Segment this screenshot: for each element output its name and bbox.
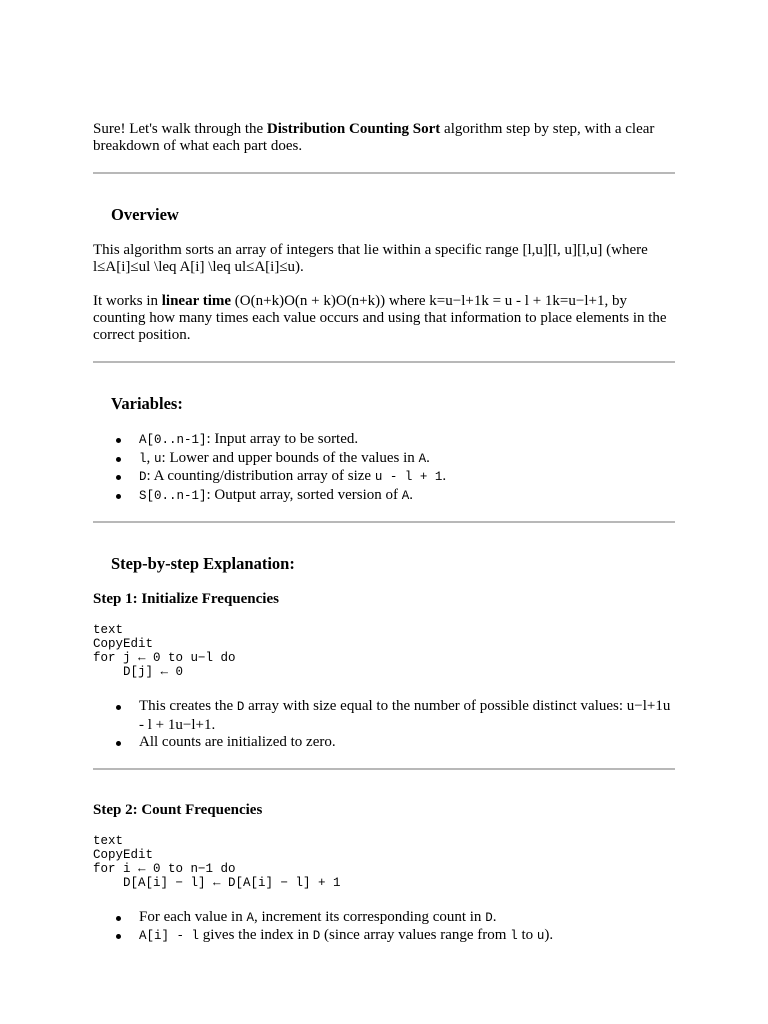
- divider: [93, 768, 675, 770]
- overview-paragraph-range: This algorithm sorts an array of integers that lie within a specific range [l,u][l, u][l,u] (where l≤A[i]≤ul \leq A[i] \leq ul≤A[i]≤u).: [93, 242, 648, 275]
- document-body: [93, 121, 675, 946]
- list-item: A[0..n-1]: Input array to be sorted.: [139, 431, 675, 450]
- step1-bullets: [93, 698, 675, 752]
- intro-paragraph: [93, 121, 675, 155]
- divider: [93, 361, 675, 363]
- divider: [93, 521, 675, 523]
- step2-bullets: [93, 909, 675, 946]
- step2-title: Step 2: Count Frequencies: [93, 801, 263, 818]
- list-item: D: A counting/distribution array of size u - l + 1.: [139, 468, 675, 487]
- intro-text: Sure! Let's walk through the: [93, 121, 267, 137]
- list-item: For each value in A, increment its corresponding count in D.: [139, 909, 675, 928]
- intro-bold-algorithm-name: Distribution Counting Sort: [266, 121, 441, 137]
- list-item: S[0..n-1]: Output array, sorted version of A.: [139, 487, 675, 506]
- variables-heading: Variables:: [111, 394, 183, 413]
- divider: [93, 172, 675, 174]
- step2-code-block: text CopyEdit for i ← 0 to n−1 do D[A[i] − l] ← D[A[i] − l] + 1: [93, 833, 341, 890]
- list-item: A[i] - l gives the index in D (since array values range from l to u).: [139, 927, 675, 946]
- intro-text-end: algorithm step by step, with a clear breakdown of what each part does.: [93, 121, 655, 154]
- variables-list: [93, 431, 675, 505]
- step1-title: Step 1: Initialize Frequencies: [93, 591, 279, 607]
- list-item: l, u: Lower and upper bounds of the values in A.: [139, 450, 675, 469]
- list-item: This creates the D array with size equal to the number of possible distinct values: u−l+1u - l + 1u−l+1.: [139, 698, 675, 734]
- overview-paragraph-complexity: It works in linear time (O(n+k)O(n + k)O(n+k)) where k=u−l+1k = u - l + 1k=u−l+1, by counting how many times each value occurs and using that information to place elements in the correct position.: [93, 293, 667, 343]
- overview-heading: Overview: [111, 205, 179, 224]
- list-item: All counts are initialized to zero.: [139, 734, 675, 752]
- linear-time-bold: linear time: [161, 293, 232, 309]
- steps-heading: Step-by-step Explanation:: [111, 554, 295, 573]
- step1-code-block: text CopyEdit for j ← 0 to u−l do D[j] ← 0: [93, 623, 236, 679]
